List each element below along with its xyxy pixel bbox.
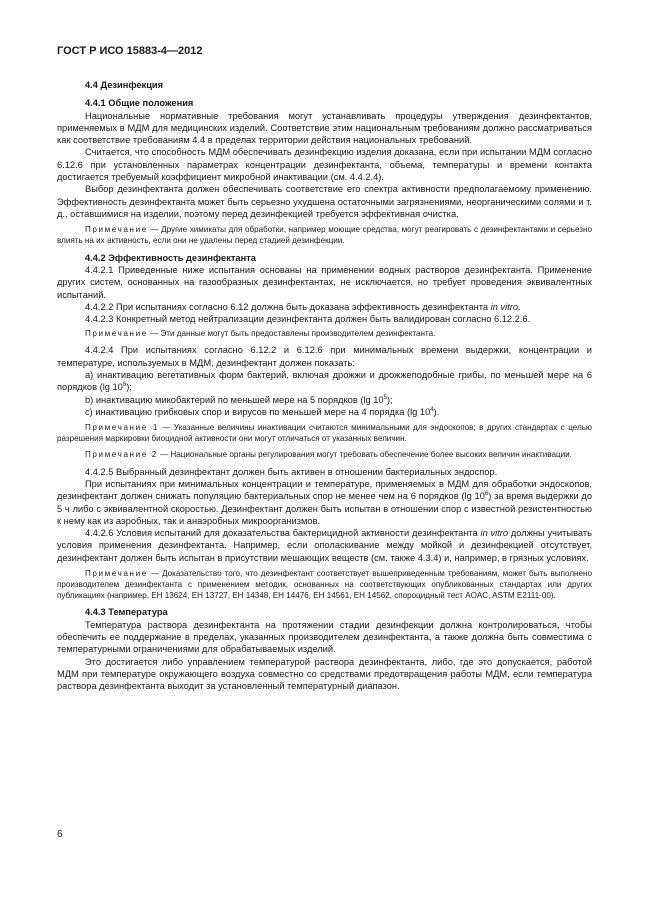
note: [57, 450, 592, 461]
note-text: — Национальные органы регулирования могут требовать обеспечение более высоких величин инактивации.: [157, 449, 572, 459]
paragraph: 4.4.2.2 При испытаниях согласно 6.12 должна быть доказана эффективность дезинфектанта in vitro.: [85, 302, 521, 313]
paragraph: 4.4.2.6 Условия испытаний для доказательства бактерицидной активности дезинфектанта in vitro должны учитывать условия применения дезинфектанта. Например, если ополаскивание между мойкой и дезинфекцией отсутствует, дезинфектант должен быть испытан в присутствии мешающих веществ (см. также 4.3.4) и, например, в грязных условиях.: [57, 528, 592, 563]
section-title-4-4-1: 4.4.1 Общие положения: [85, 98, 194, 109]
list-item: b) инактивацию микобактерий по меньшей мере на 5 порядков (lg $10^5$);: [85, 394, 393, 405]
paragraph: При испытаниях при минимальных концентрации и температуре, применяемых в МДМ для обработки эндоскопов, дезинфектант должен снижать популяцию бактериальных спор не менее чем на 6 порядков (lg $10^6$) за время выдержки до 5 ч либо с эквивалентной скоростью. Дезинфектант должен быть испытан в отношении спор с известной резистентностью к нему как из аэробных, так и анаэробных микроорганизмов.: [57, 478, 593, 526]
paragraph: Считается, что способность МДМ обеспечивать дезинфекцию изделия доказана, если при испытании МДМ согласно 6.12.6 при установленных параметрах концентрации дезинфектанта, объема, температуры и времени контакта достигается требуемый коэффициент микробной инактивации (см. 4.4.2.4).: [57, 147, 592, 183]
paragraph: Выбор дезинфектанта должен обеспечивать соответствие его спектра активности предполагаемому применению. Эффективность дезинфектанта может быть серьезно ухудшена остаточными загрязнениями, неорганическими солями и т. д., оставшимися на изделии, поэтому перед дезинфекцией требуется эффективная очистка.: [57, 184, 592, 219]
note-label: Примечание: [85, 225, 148, 235]
section-title-4-4-2: 4.4.2 Эффективность дезинфектанта: [85, 252, 256, 263]
note-text: — Указанные величины инактивации считаются минимальными для эндоскопов; в других стандартах с целью разрешения маркировки биоцидной активности они могут отличаться от указанных величин.: [57, 423, 592, 444]
paragraph: 4.4.2.5 Выбранный дезинфектант должен быть активен в отношении бактериальных эндоспор.: [85, 466, 498, 477]
note: [57, 225, 592, 247]
note-text: — Эти данные могут быть предоставлены производителем дезинфектанта.: [147, 328, 436, 338]
note-label: Примечание 2: [85, 449, 158, 459]
note: [57, 423, 592, 445]
document-header: ГОСТ Р ИСО 15883-4—2012: [57, 45, 203, 57]
paragraph: 4.4.2.4 При испытаниях согласно 6.12.2 и 6.12.6 при минимальных времени выдержки, концентрации и температуре, используемых в МДМ, дезинфектант должен показать:: [57, 345, 592, 368]
note: [57, 569, 592, 601]
note-text: — Другие химикаты для обработки, например моющие средства, могут реагировать с дезинфектантами и серьезно влиять на их активность, если они не удалены перед стадией дезинфекции.: [57, 225, 592, 246]
note-label: Примечание: [85, 328, 148, 338]
section-title-4-4: 4.4 Дезинфекция: [85, 80, 164, 90]
paragraph: Это достигается либо управлением температурой раствора дезинфектанта, либо, где это допускается, работой МДМ при температуре окружающего воздуха совместно со средствами предотвращения работы МДМ, если температура раствора дезинфектанта выходит за установленный температурный диапазон.: [57, 656, 592, 692]
note: [57, 329, 592, 340]
list-item: а) инактивацию вегетативных форм бактерий, включая дрожжи и дрожжеподобные грибы, по меньшей мере на 6 порядков (lg $10^6$);: [57, 370, 592, 393]
note-text: — Доказательство того, что дезинфектант соответствует вышеприведенным требованиям, может быть выполнено производителем дезинфектанта с применением методик, основанных на соответствующих опубликованных стандартах или других публикациях (например, ЕН 13624, ЕН 13727, ЕН 14348, ЕН 14476, ЕН 14561, ЕН 14562, спороцидный тест AOAC, ASTM E2111-00).: [57, 568, 592, 600]
page-number: 6: [57, 829, 63, 840]
paragraph: 4.4.2.1 Приведенные ниже испытания основаны на применении водных растворов дезинфектанта. Применение других систем, основанных на газообразных дезинфектантах, не исключается, но требует проведения эквивалентных испытаний.: [57, 265, 592, 300]
page-content: [57, 79, 592, 692]
section-title-4-4-3: 4.4.3 Температура: [85, 607, 168, 618]
paragraph: 4.4.2.3 Конкретный метод нейтрализации дезинфектанта должен быть валидирован согласно 6.12.2.6.: [85, 314, 531, 325]
list-item: c) инактивацию грибковых спор и вирусов по меньшей мере на 4 порядка (lg $10^4$).: [85, 406, 440, 417]
note-label: Примечание 1: [85, 423, 159, 433]
paragraph: Национальные нормативные требования могут устанавливать процедуры утверждения дезинфектантов, применяемых в МДМ для медицинских изделий. Соответствие этим национальным требованиям должно рассматриваться как соответствие требованиям 4.4 в пределах территории действия национальных требований.: [57, 110, 592, 146]
paragraph: Температура раствора дезинфектанта на протяжении стадии дезинфекции должна контролироваться, чтобы обеспечить ее поддержание в пределах, указанных производителем дезинфектанта, а также должна быть совместима с температурными ограничениями для обрабатываемых изделий.: [57, 619, 592, 655]
note-label: Примечание: [85, 568, 148, 578]
